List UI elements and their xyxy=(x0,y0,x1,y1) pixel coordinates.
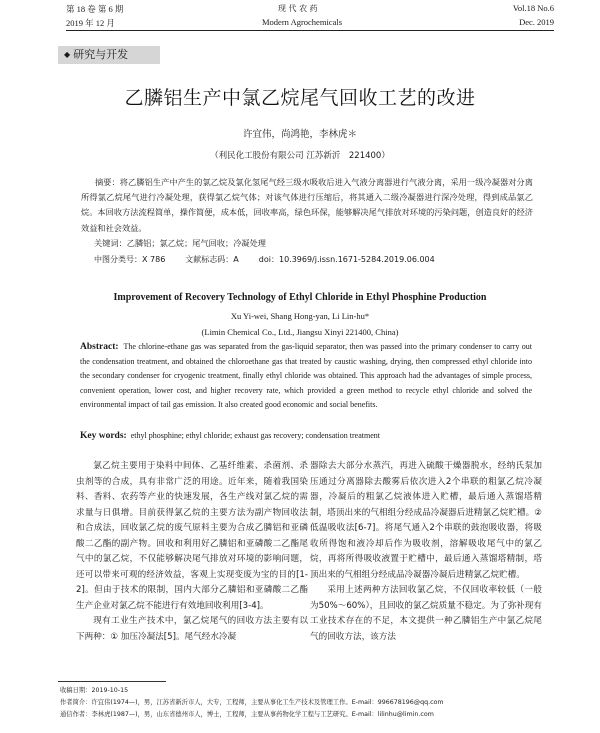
keywords-en-label: Key words: xyxy=(80,431,127,441)
header-rule xyxy=(66,30,554,31)
header-journal-en: Modern Agrochemicals xyxy=(262,17,343,27)
abstract-cn-text: 将乙膦铝生产中产生的氯乙烷及氯化氢尾气经三级水吸收后进入气液分离器进行气液分离，采用一级冷凝器对分离所得氯乙烷尾气进行冷凝处理，获得氯乙烷气体；对该气体进行压缩后，将其通入二级冷凝器进行深冷处理，得到成品氯乙烷。本回收方法流程简单，操作简便，成本低，回收率高，绿色环保，能够解决尾气排放对环境的污染问题，创造良好的经济效益和社会效益。 xyxy=(81,177,533,233)
clc-number: 中图分类号：X 786 xyxy=(94,255,166,264)
classification-cn xyxy=(94,254,455,265)
footnote-received: 收稿日期：2019-10-15 xyxy=(60,687,129,694)
section-tag-label: 研究与开发 xyxy=(73,48,129,61)
authors-cn: 许宜伟，尚鸿艳，李林虎＊ xyxy=(242,129,357,140)
abstract-cn xyxy=(81,175,533,236)
footnote-corresponding: 通信作者：李林虎(1987—)，男，山东省德州市人，博士，工程师，主要从事药物化学工程与工艺研究。E-mail：lilinhu@limin.com xyxy=(60,711,434,718)
footnote-rule xyxy=(58,681,166,682)
keywords-en xyxy=(80,431,380,441)
abstract-en-text: The chlorine-ethane gas was separated from the gas-liquid separator, then was passed into the primary condenser to carry out the condensation treatment, and obtained the chloroethane gas that treated by caustic washing, drying, then compressed ethyl chloride into the secondary condenser for cryogenic treatment, finally ethyl chloride was obtained. This approach had the advantages of simple process, convenient operation, lower cost, and higher recovery rate, which provided a green method to recycle ethyl chloride and solved the environmental impact of tail gas emission. It also created good economic and social benefits. xyxy=(80,342,533,410)
header-volume-cn: 第 18 卷 第 6 期 xyxy=(66,4,124,14)
abstract-cn-label: 摘要： xyxy=(95,177,120,187)
footnote-author: 作者简介：许宜伟(1974—)，男，江苏省新沂市人，大专，工程师，主要从事化工生产技术及管理工作。E-mail：996678196@qq.com xyxy=(60,699,444,706)
header-volume-en: Vol.18 No.6 xyxy=(512,3,554,13)
header-date-cn: 2019 年 12 月 xyxy=(66,18,115,28)
abstract-en-label: Abstract: xyxy=(80,342,119,352)
article-title-cn: 乙膦铝生产中氯乙烷尾气回收工艺的改进 xyxy=(124,87,476,109)
article-title-en: Improvement of Recovery Technology of Ethyl Chloride in Ethyl Phosphine Production xyxy=(113,292,487,303)
body-paragraph: 氯乙烷主要用于染料中间体、乙基纤维素、杀菌剂、杀虫剂等的合成，具有非常广泛的用途。近年来，随着我国染料、香料、农药等产业的快速发展，各生产线对氯乙烷的需求量与日俱增。目前获得氯乙烷的主要方法为副产物回收法和合成法，回收氯乙烷的废气原料主要为合成乙膦铝和亚磷酸二乙酯的副产物。回收和利用好乙膦铝和亚磷酸二乙酯尾气中的氯乙烷，不仅能够解决尾气排放对环境的影响问题，还可以带来可观的经济效益，客观上实现变废为宝的目的[1-2]。但由于技术的限制，国内大部分乙膦铝和亚磷酸二乙酯生产企业对氯乙烷不能进行有效地回收利用[3-4]。 xyxy=(76,461,308,611)
section-tag xyxy=(58,46,160,64)
keywords-cn: 关键词：乙膦铝；氯乙烷；尾气回收；冷凝处理 xyxy=(94,238,266,248)
affiliation-en: (Limin Chemical Co., Ltd., Jiangsu Xinyi 221400, China) xyxy=(201,327,399,337)
abstract-en xyxy=(80,340,532,413)
body-paragraph: 现有工业生产技术中，氯乙烷尾气的回收方法主要有以下两种：① 加压冷凝法[5]。尾气经水冷凝 xyxy=(76,616,308,642)
document-code: 文献标志码：A xyxy=(185,255,239,264)
header-date-en: Dec. 2019 xyxy=(519,17,554,27)
authors-en: Xu Yi-wei, Shang Hong-yan, Li Lin-hu* xyxy=(230,311,370,321)
header-journal-cn: 现 代 农 药 xyxy=(278,4,318,13)
diamond-icon: ◆ xyxy=(64,50,71,59)
doi: doi：10.3969/j.issn.1671-5284.2019.06.004 xyxy=(258,255,435,264)
body-paragraph: 器除去大部分水蒸汽，再进入硫酸干燥器脱水，经纳氏泵加压通过分离器除去酸雾后依次进入2个串联的粗氯乙烷冷凝器，冷凝后的粗氯乙烷液体进入贮槽，最后通入蒸馏塔精制，塔顶出来的气相组分经成品冷凝器后进精氯乙烷贮槽。② 低温吸收法[6-7]。将尾气通入2个串联的鼓泡吸收器，将吸收所得饱和液冷却后作为吸收剂，溶解吸收尾气中的氯乙烷，再将所得吸收液置于贮槽中，最后通入蒸馏塔精制，塔顶出来的气相组分经成品冷凝器冷凝后进精氯乙烷贮槽。 xyxy=(310,461,542,580)
body-paragraph: 采用上述两种方法回收氯乙烷，不仅回收率较低（一般为50%～60%），且回收的氯乙烷质量不稳定。为了弥补现有工业技术存在的不足，本文提供一种乙膦铝生产中氯乙烷尾气的回收方法，该方法 xyxy=(310,585,542,642)
keywords-en-text: ethyl phosphine; ethyl chloride; exhaust gas recovery; condensation treatment xyxy=(130,431,380,440)
body-column-left xyxy=(76,459,308,645)
body-column-right xyxy=(310,459,542,645)
affiliation-cn: （利民化工股份有限公司 江苏新沂 221400） xyxy=(210,151,390,161)
